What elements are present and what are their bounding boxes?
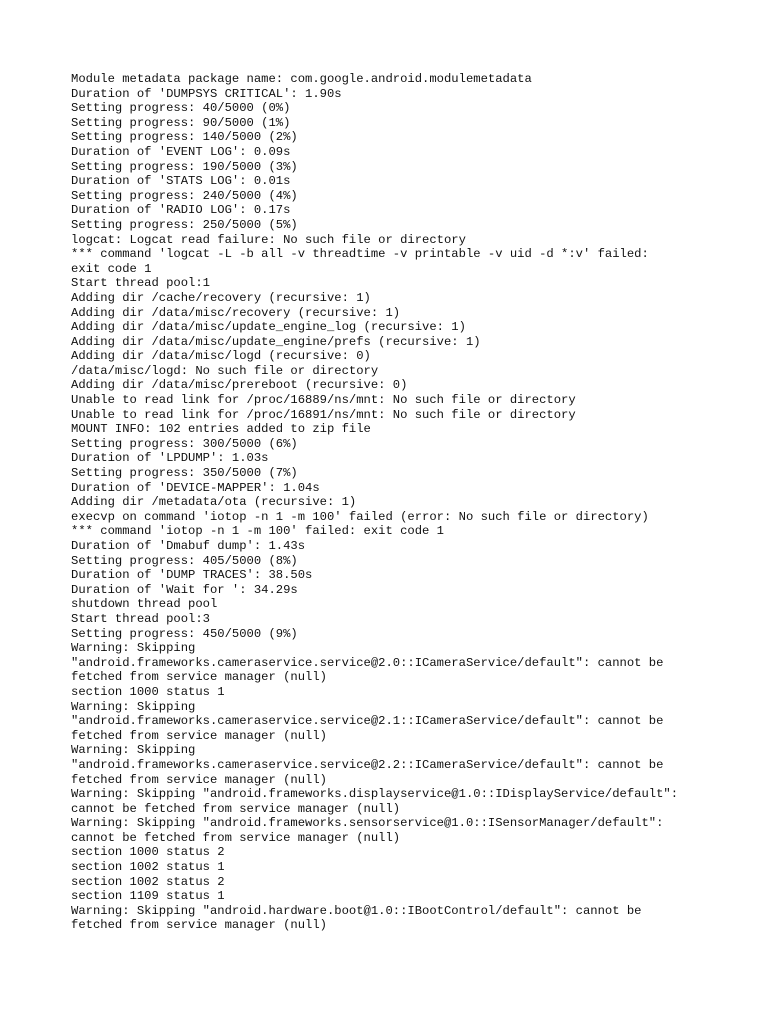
log-line: Adding dir /data/misc/update_engine_log (recursive: 1) — [71, 320, 466, 335]
log-line: "android.frameworks.cameraservice.service@2.0::ICameraService/default": cannot be — [71, 655, 664, 670]
log-document — [71, 72, 751, 933]
log-line: Duration of 'DUMPSYS CRITICAL': 1.90s — [71, 86, 342, 101]
log-line: logcat: Logcat read failure: No such file or directory — [71, 232, 466, 247]
log-line: cannot be fetched from service manager (null) — [71, 830, 401, 845]
log-line: "android.frameworks.cameraservice.service@2.1::ICameraService/default": cannot be — [71, 714, 664, 729]
log-line: Start thread pool:3 — [71, 611, 210, 626]
log-line: exit code 1 — [71, 261, 152, 276]
log-line: Adding dir /data/misc/update_engine/prefs (recursive: 1) — [71, 334, 481, 349]
log-line: fetched from service manager (null) — [71, 772, 327, 787]
log-line: Unable to read link for /proc/16891/ns/mnt: No such file or directory — [71, 407, 576, 422]
log-line: /data/misc/logd: No such file or directory — [71, 363, 379, 378]
log-line: Setting progress: 40/5000 (0%) — [71, 101, 291, 116]
log-line: Setting progress: 140/5000 (2%) — [71, 130, 298, 145]
log-line: Duration of 'Wait for ': 34.29s — [71, 582, 298, 597]
log-line: cannot be fetched from service manager (null) — [71, 801, 401, 816]
log-line: Duration of 'DEVICE-MAPPER': 1.04s — [71, 480, 320, 495]
log-line: Duration of 'EVENT LOG': 0.09s — [71, 144, 291, 159]
log-line: Warning: Skipping — [71, 641, 196, 656]
log-line: Duration of 'DUMP TRACES': 38.50s — [71, 568, 313, 583]
log-line: Setting progress: 240/5000 (4%) — [71, 188, 298, 203]
log-line: Duration of 'STATS LOG': 0.01s — [71, 174, 291, 189]
log-line: *** command 'logcat -L -b all -v threadtime -v printable -v uid -d *:v' failed: — [71, 247, 649, 262]
log-line: Warning: Skipping — [71, 699, 196, 714]
log-line: section 1002 status 2 — [71, 874, 225, 889]
log-line: execvp on command 'iotop -n 1 -m 100' failed (error: No such file or directory) — [71, 509, 649, 524]
log-line: Adding dir /metadata/ota (recursive: 1) — [71, 495, 357, 510]
log-line: Warning: Skipping "android.frameworks.sensorservice@1.0::ISensorManager/default": — [71, 816, 664, 831]
log-line: Setting progress: 450/5000 (9%) — [71, 626, 298, 641]
log-line: section 1000 status 1 — [71, 684, 225, 699]
log-line: Setting progress: 190/5000 (3%) — [71, 159, 298, 174]
log-line: MOUNT INFO: 102 entries added to zip file — [71, 422, 371, 437]
log-line: Start thread pool:1 — [71, 276, 210, 291]
log-line: Duration of 'LPDUMP': 1.03s — [71, 451, 269, 466]
log-line: Setting progress: 300/5000 (6%) — [71, 436, 298, 451]
log-line: Module metadata package name: com.google.android.modulemetadata — [71, 72, 532, 86]
log-line: fetched from service manager (null) — [71, 670, 327, 685]
log-line: shutdown thread pool — [71, 597, 218, 612]
log-line: Setting progress: 405/5000 (8%) — [71, 553, 298, 568]
log-line: Adding dir /data/misc/logd (recursive: 0) — [71, 349, 371, 364]
log-line: *** command 'iotop -n 1 -m 100' failed: exit code 1 — [71, 524, 444, 539]
log-line: Setting progress: 90/5000 (1%) — [71, 115, 291, 130]
log-line: section 1002 status 1 — [71, 860, 225, 875]
log-line: Duration of 'RADIO LOG': 0.17s — [71, 203, 291, 218]
log-line: Setting progress: 350/5000 (7%) — [71, 466, 298, 481]
log-line: Warning: Skipping "android.frameworks.displayservice@1.0::IDisplayService/default": — [71, 787, 679, 802]
log-line: "android.frameworks.cameraservice.service@2.2::ICameraService/default": cannot be — [71, 757, 664, 772]
log-line: fetched from service manager (null) — [71, 728, 327, 743]
log-line: Unable to read link for /proc/16889/ns/mnt: No such file or directory — [71, 393, 576, 408]
log-line: section 1109 status 1 — [71, 889, 225, 904]
log-line: fetched from service manager (null) — [71, 918, 327, 933]
log-line: Adding dir /data/misc/prereboot (recursive: 0) — [71, 378, 408, 393]
log-line: Adding dir /cache/recovery (recursive: 1) — [71, 290, 371, 305]
log-line: Warning: Skipping "android.hardware.boot@1.0::IBootControl/default": cannot be — [71, 903, 642, 918]
log-line: Adding dir /data/misc/recovery (recursive: 1) — [71, 305, 401, 320]
log-line: section 1000 status 2 — [71, 845, 225, 860]
log-line: Warning: Skipping — [71, 743, 196, 758]
log-line: Duration of 'Dmabuf dump': 1.43s — [71, 539, 306, 553]
log-line: Setting progress: 250/5000 (5%) — [71, 217, 298, 232]
